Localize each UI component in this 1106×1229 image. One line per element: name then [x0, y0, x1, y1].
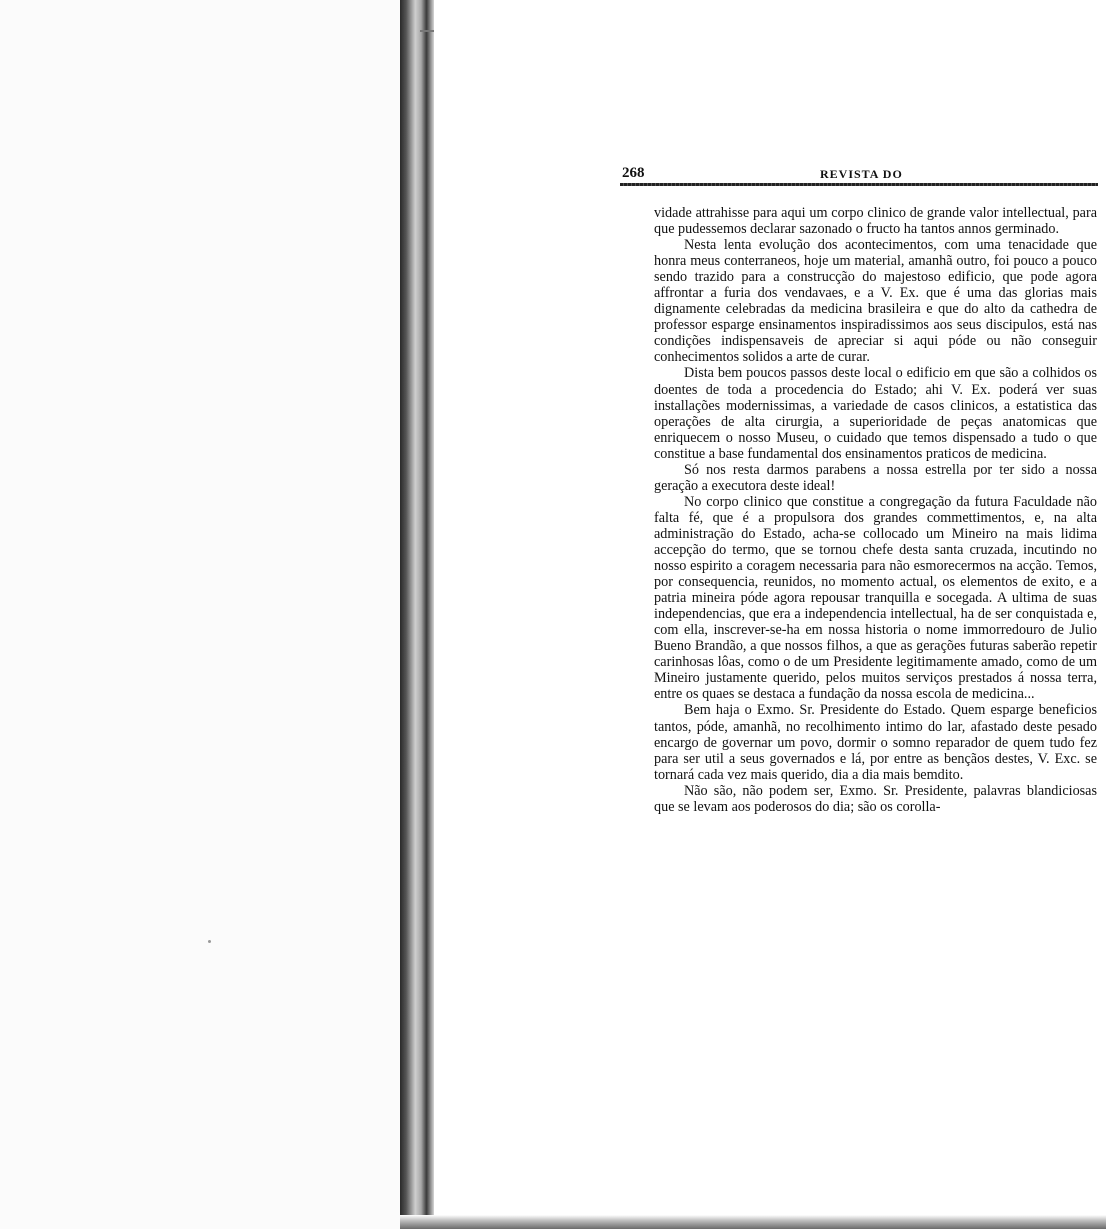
running-head: REVISTA DO [820, 167, 903, 181]
paragraph: vidade attrahisse para aqui um corpo clinico de grande valor intellectual, para que pudessemos declarar sazonado o fructo ha tantos annos germinado. [654, 205, 1097, 238]
page-number: 268 [622, 165, 645, 181]
page-bottom-edge [400, 1215, 1106, 1229]
paragraph: Não são, não podem ser, Exmo. Sr. Presidente, palavras blandiciosas que se levam aos poderosos do dia; são os corolla- [654, 782, 1097, 815]
body-text [654, 205, 1097, 815]
page-header [620, 163, 1098, 185]
paragraph: No corpo clinico que constitue a congregação da futura Faculdade não falta fé, que é a propulsora dos grandes commettimentos, e, na alta administração do Estado, acha-se collocado um Mineiro na mais lidima accepção do termo, que se tornou chefe desta santa cruzada, incutindo no nosso espirito a coragem necessaria para não esmorecermos na acção. Temos, por consequencia, reunidos, no momento actual, os elementos de exito, e a patria mineira póde agora repousar tranquilla e socegada. A ultima de suas independencias, que era a independencia intellectual, ha de ser conquistada e, com ella, inscrever-se-ha em nossa historia o nome immorredouro de Julio Bueno Brandão, a que nossos filhos, a que as gerações futuras saberão repetir carinhosas lôas, como o de um Presidente legitimamente amado, como de um Mineiro justamente querido, pelos muitos serviços prestados á nossa terra, entre os quaes se destaca a fundação da nossa escola de medicina... [654, 493, 1097, 703]
paper-speck [208, 940, 211, 943]
paragraph: Só nos resta darmos parabens a nossa estrella por ter sido a nossa geração a executora deste ideal! [654, 461, 1097, 494]
book-gutter [400, 0, 434, 1229]
paragraph: Bem haja o Exmo. Sr. Presidente do Estado. Quem esparge beneficios tantos, póde, amanhã, no recolhimento intimo do lar, afastado deste pesado encargo de governar um povo, dormir o somno reparador de quem tudo fez para ser util a seus governados e lá, por entre as bençãos destes, V. Exc. se tornará cada vez mais querido, dia a dia mais bemdito. [654, 702, 1097, 783]
left-blank-page [0, 0, 400, 1229]
paragraph: Dista bem poucos passos deste local o edificio em que são a colhidos os doentes de toda a procedencia do Estado; ahi V. Ex. poderá ver suas installações modernissimas, a variedade de casos clinicos, a estatistica das operações de alta cirurgia, a superioridade de peças anatomicas que enriquecem o nosso Museu, o cuidado que temos dispensado a tudo o que constitue a base fundamental dos ensinamentos praticos de medicina. [654, 365, 1097, 462]
header-rule [620, 183, 1098, 186]
paragraph: Nesta lenta evolução dos acontecimentos, com uma tenacidade que honra meus conterraneos, hoje um material, amanhã outro, foi pouco a pouco sendo trazido para a construcção do majestoso edificio, que pode agora affrontar a furia dos vendavaes, e a V. Ex. que é uma das glorias mais dignamente celebradas da medicina brasileira e que do alto da cathedra de professor esparge ensinamentos inspiradissimos aos seus discipulos, está nas condições indispensaveis de apreciar si aqui póde ou não conseguir conhecimentos solidos a arte de curar. [654, 237, 1097, 366]
